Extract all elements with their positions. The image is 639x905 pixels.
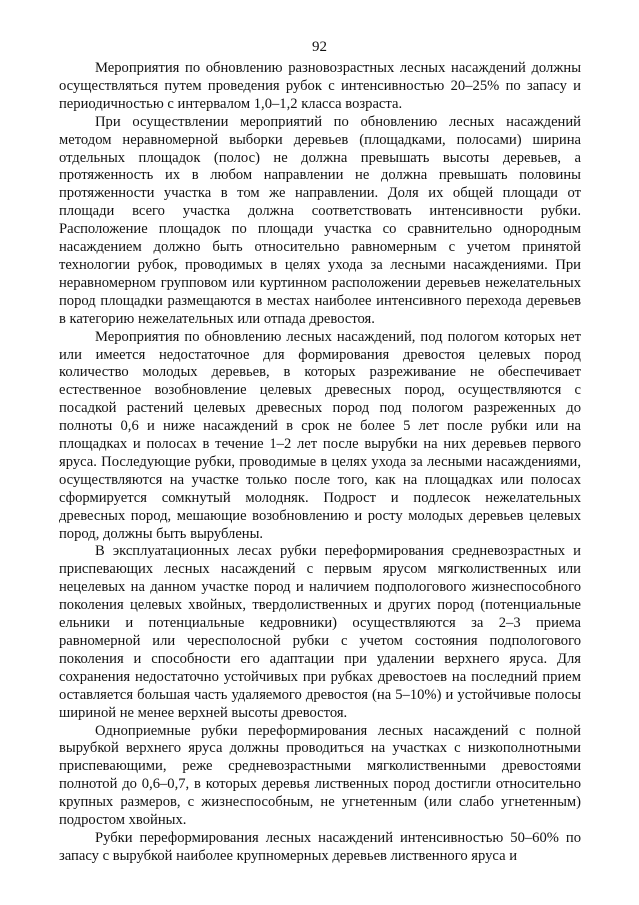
paragraph-6: Рубки переформирования лесных насаждений интенсивностью 50–60% по запасу с вырубкой наиболее крупномерных деревьев лиственного яруса и — [59, 829, 581, 864]
paragraph-2: При осуществлении мероприятий по обновлению лесных насаждений методом неравномерной выборки деревьев (площадками, полосами) ширина отдельных площадок (полос) не должна превышать высоты деревьев, а протяженность их в любом направлении не должна превышать половины протяженности участка в том же направлении. Доля их общей площади от площади всего участка должна соответствовать интенсивности рубки. Расположение площадок по площади участка со сравнительно однородным насаждением должно быть относительно равномерным с учетом принятой технологии рубок, проводимых в целях ухода за лесными насаждениями. При неравномерном групповом или куртинном расположении деревьев нежелательных пород площадки размещаются в местах наиболее интенсивного перехода деревьев в категорию нежелательных или отпада древостоя. — [59, 113, 581, 327]
paragraph-4: В эксплуатационных лесах рубки переформирования средневозрастных и приспевающих лесных насаждений с первым ярусом мягколиственных или нецелевых на данном участке пород и наличием подпологового жизнеспособного поколения целевых хвойных, твердолиственных и других пород (потенциальные ельники и потенциальные кедровники) осуществляются за 2–3 приема равномерной или чересполосной рубки с учетом состояния подпологового поколения и способности его адаптации при удалении верхнего яруса. Для сохранения недостаточно устойчивых при рубках древостоев на последний прием оставляется большая часть удаляемого древостоя (на 5–10%) и устойчивые полосы шириной не менее верхней высоты древостоя. — [59, 543, 581, 721]
paragraph-5: Одноприемные рубки переформирования лесных насаждений с полной вырубкой верхнего яруса должны проводиться на участках с низкополнотными приспевающими, реже средневозрастными мягколиственными древостоями полнотой до 0,6–0,7, в которых деревья лиственных пород достигли относительно крупных размеров, с жизнеспособным, не угнетенным (или слабо угнетенным) подростом хвойных. — [59, 722, 581, 829]
paragraph-3: Мероприятия по обновлению лесных насаждений, под пологом которых нет или имеется недостаточное для формирования древостоя целевых пород количество молодых деревьев, в которых разреживание не обеспечивает естественное возобновление целевых древесных пород, осуществляются с посадкой растений целевых древесных пород под пологом разреженных до полноты 0,6 и ниже насаждений в срок не более 5 лет после рубки или на площадках и полосах в течение 1–2 лет после вырубки на них деревьев первого яруса. Последующие рубки, проводимые в целях ухода за лесными насаждениями, осуществляются на участке только после того, как на площадках или полосах сформируется сомкнутый молодняк. Подрост и подлесок нежелательных древесных пород, мешающие возобновлению и росту молодых деревьев целевых пород, должны быть вырублены. — [59, 328, 581, 542]
page-number: 92 — [312, 39, 327, 55]
paragraph-1: Мероприятия по обновлению разновозрастных лесных насаждений должны осуществляться путем проведения рубок с интенсивностью 20–25% по запасу и периодичностью с интервалом 1,0–1,2 класса возраста. — [59, 60, 581, 112]
body-text — [59, 60, 581, 866]
